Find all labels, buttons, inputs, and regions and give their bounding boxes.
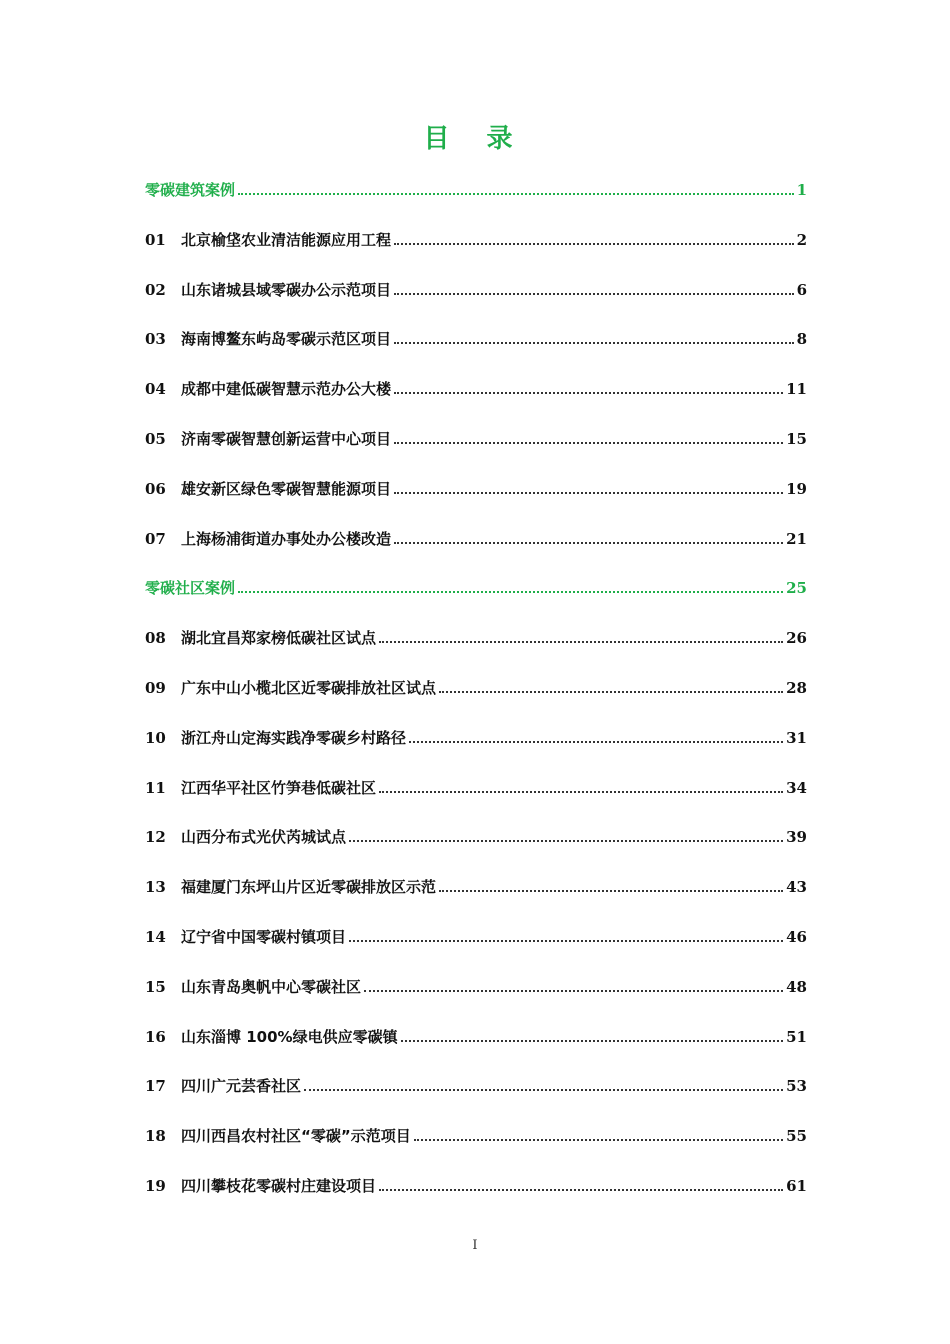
toc-dot-leader: [379, 1188, 783, 1191]
toc-dot-leader: [394, 391, 783, 394]
toc-entry-label: 福建厦门东坪山片区近零碳排放区示范: [181, 878, 437, 896]
toc-entry[interactable]: [145, 774, 807, 798]
toc-entry-number: 05: [145, 430, 166, 448]
toc-entry-number: 18: [145, 1127, 166, 1145]
toc-page-number: 48: [786, 978, 807, 996]
toc-section-heading[interactable]: [145, 574, 807, 598]
toc-entry[interactable]: [145, 624, 807, 648]
toc-entry-label: 雄安新区绿色零碳智慧能源项目: [181, 480, 392, 498]
toc-page-number: 43: [786, 878, 807, 896]
toc-dot-leader: [394, 292, 794, 295]
toc-page-number: 51: [786, 1028, 807, 1046]
toc-page-number: 39: [786, 828, 807, 846]
toc-dot-leader: [379, 790, 783, 793]
toc-entry-number: 08: [145, 629, 166, 647]
toc-entry[interactable]: [145, 325, 807, 349]
toc-dot-leader: [439, 889, 783, 892]
toc-entry-label: 北京榆垡农业清洁能源应用工程: [181, 231, 392, 249]
toc-page-number: 19: [786, 480, 807, 498]
toc-dot-leader: [394, 541, 783, 544]
toc-dot-leader: [379, 640, 783, 643]
toc-entry[interactable]: [145, 873, 807, 897]
toc-entry[interactable]: [145, 276, 807, 300]
toc-dot-leader: [394, 441, 783, 444]
toc-entry-label: 零碳社区案例: [145, 579, 236, 597]
toc-page-number: 6: [796, 281, 807, 299]
toc-entry-label: 零碳建筑案例: [145, 181, 236, 199]
toc-page-number: 31: [786, 729, 807, 747]
toc-page-number: 26: [786, 629, 807, 647]
toc-page-number: 34: [786, 779, 807, 797]
toc-dot-leader: [414, 1138, 783, 1141]
toc-entry-number: 19: [145, 1177, 166, 1195]
toc-section-heading[interactable]: [145, 176, 807, 200]
toc-entry-label: 山东青岛奥帆中心零碳社区: [181, 978, 362, 996]
toc-dot-leader: [394, 341, 794, 344]
toc-entry[interactable]: [145, 1023, 807, 1047]
toc-dot-leader: [238, 590, 783, 593]
toc-entry-label: 成都中建低碳智慧示范办公大楼: [181, 380, 392, 398]
toc-entry-number: 01: [145, 231, 166, 249]
toc-page-number: 8: [796, 330, 807, 348]
toc-page-number: 25: [786, 579, 807, 597]
toc-entry-number: 13: [145, 878, 166, 896]
toc-dot-leader: [401, 1039, 784, 1042]
toc-dot-leader: [349, 939, 783, 942]
toc-dot-leader: [349, 839, 783, 842]
toc-dot-leader: [364, 989, 783, 992]
toc-entry[interactable]: [145, 1072, 807, 1096]
toc-page-number: 21: [786, 530, 807, 548]
toc-entry-number: 15: [145, 978, 166, 996]
toc-entry-number: 12: [145, 828, 166, 846]
toc-entry[interactable]: [145, 823, 807, 847]
toc-page-number: 28: [786, 679, 807, 697]
toc-entry-label: 上海杨浦街道办事处办公楼改造: [181, 530, 392, 548]
toc-dot-leader: [394, 242, 794, 245]
toc-entry-label: 海南博鳌东屿岛零碳示范区项目: [181, 330, 392, 348]
toc-entry-label: 湖北宜昌郑家榜低碳社区试点: [181, 629, 377, 647]
toc-entry[interactable]: [145, 425, 807, 449]
toc-entry[interactable]: [145, 475, 807, 499]
toc-entry-number: 17: [145, 1077, 166, 1095]
page-title: 目 录: [423, 124, 527, 154]
toc-entry-label: 四川攀枝花零碳村庄建设项目: [181, 1177, 377, 1195]
toc-entry[interactable]: [145, 226, 807, 250]
toc-dot-leader: [439, 690, 783, 693]
toc-entry[interactable]: [145, 973, 807, 997]
toc-entry-label: 浙江舟山定海实践净零碳乡村路径: [181, 729, 407, 747]
toc-entry[interactable]: [145, 923, 807, 947]
toc-entry-number: 04: [145, 380, 166, 398]
toc-page-number: 11: [786, 380, 807, 398]
toc-entry[interactable]: [145, 1172, 807, 1196]
toc-entry-label: 山西分布式光伏芮城试点: [181, 828, 347, 846]
toc-entry-label: 四川西昌农村社区“零碳”示范项目: [181, 1127, 411, 1145]
toc-entry[interactable]: [145, 674, 807, 698]
toc-entry-label: 辽宁省中国零碳村镇项目: [181, 928, 347, 946]
toc-entry-number: 09: [145, 679, 166, 697]
toc-entry-number: 10: [145, 729, 166, 747]
toc-dot-leader: [238, 192, 794, 195]
toc-entry-number: 06: [145, 480, 166, 498]
toc-entry-number: 16: [145, 1028, 166, 1046]
toc-entry[interactable]: [145, 724, 807, 748]
toc-entry-number: 14: [145, 928, 166, 946]
toc-entry-label: 江西华平社区竹笋巷低碳社区: [181, 779, 377, 797]
toc-entry[interactable]: [145, 1122, 807, 1146]
toc-entry-label: 山东诸城县域零碳办公示范项目: [181, 281, 392, 299]
toc-page-number: 15: [786, 430, 807, 448]
toc-page-number: 2: [796, 231, 807, 249]
toc-page-number: 53: [786, 1077, 807, 1095]
toc-page-number: 61: [786, 1177, 807, 1195]
toc-entry-label: 山东淄博 100%绿电供应零碳镇: [181, 1028, 398, 1046]
toc-entry-number: 03: [145, 330, 166, 348]
toc-entry[interactable]: [145, 375, 807, 399]
toc-dot-leader: [304, 1088, 783, 1091]
toc-page-number: 55: [786, 1127, 807, 1145]
toc-entry-number: 02: [145, 281, 166, 299]
toc-page-number: 1: [796, 181, 807, 199]
toc-entry-number: 07: [145, 530, 166, 548]
toc-entry-label: 济南零碳智慧创新运营中心项目: [181, 430, 392, 448]
toc-dot-leader: [394, 491, 783, 494]
toc-entry-label: 四川广元芸香社区: [181, 1077, 302, 1095]
toc-page-number: 46: [786, 928, 807, 946]
toc-entry-label: 广东中山小榄北区近零碳排放社区试点: [181, 679, 437, 697]
page-number: I: [472, 1238, 478, 1253]
toc-dot-leader: [409, 740, 783, 743]
toc-entry-number: 11: [145, 779, 166, 797]
toc-entry[interactable]: [145, 525, 807, 549]
